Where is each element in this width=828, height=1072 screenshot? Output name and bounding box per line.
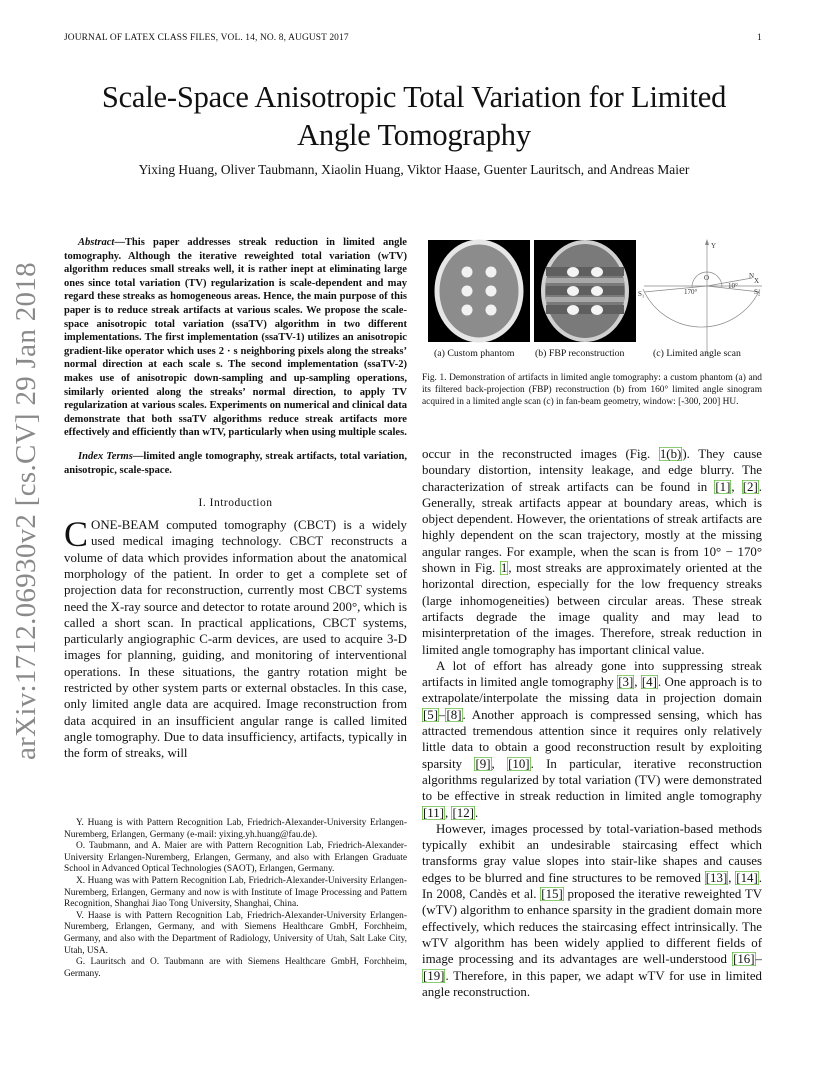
subcaption-a: (a) Custom phantom xyxy=(434,348,515,359)
footnote: G. Lauritsch and O. Taubmann are with Siemens Healthcare GmbH, Forchheim, Germany. xyxy=(64,957,407,979)
citation-link[interactable]: [13] xyxy=(705,870,728,885)
citation-link[interactable]: [11] xyxy=(423,805,444,820)
author-list: Yixing Huang, Oliver Taubmann, Xiaolin Huang, Viktor Haase, Guenter Lauritsch, and Andreas Maier xyxy=(138,162,690,177)
citation-link[interactable]: [8] xyxy=(446,707,462,722)
index-terms-text: —limited angle tomography, streak artifacts, total variation, anisotropic, scale-space. xyxy=(64,450,408,476)
scan-diagram xyxy=(643,239,762,354)
ray-s1 xyxy=(644,286,707,292)
paragraph-streaks: occur in the reconstructed images (Fig. 1(b)). They cause boundary distortion, intensity leakage, and edge blurry. The characterization of streak artifacts can be found in [1], [2]. Generally, streak artifacts appear at boundary areas, which is object dependent. However, the orientations of streak artifacts are highly dependent on the scan trajectory, mostly at the missing angular ranges. For example, when the scan is from 10° − 170° shown in Fig. 1, most streaks are approximately oriented at the horizontal direction, especially for the low frequency streaks (large inhomogeneities) between circular areas. These streak artifacts degrade the image quality and may lead to misinterpretation of the images. Therefore, streak reduction in limited angle tomography has important clinical value. xyxy=(422,447,762,657)
footnote: O. Taubmann, and A. Maier are with Pattern Recognition Lab, Friedrich-Alexander-University Erlangen-Nuremberg, Erlangen, Germany, and also with Erlangen Graduate School in Advanced Optical Technologies (SAOT), Erlangen, Germany. xyxy=(64,841,407,875)
label-x: X xyxy=(754,277,760,285)
running-head: JOURNAL OF LATEX CLASS FILES, VOL. 14, NO. 8, AUGUST 2017 xyxy=(64,33,349,43)
citation-link[interactable]: [2] xyxy=(742,479,758,494)
citation-link[interactable]: [5] xyxy=(423,707,439,722)
figure-1-graphics xyxy=(422,234,762,374)
label-170: 170° xyxy=(684,288,698,296)
footnote: Y. Huang is with Pattern Recognition Lab, Friedrich-Alexander-University Erlangen-Nuremberg, Erlangen, Germany (e-mail: yixing.yh.huang@fau.de). xyxy=(64,818,407,840)
intro-paragraph xyxy=(64,514,407,761)
citation-link[interactable]: [4] xyxy=(641,675,657,690)
paragraph-approaches: A lot of effort has already gone into suppressing streak artifacts in limited angle tomography [3], [4]. One approach is to extrapolate/interpolate the missing data in projection domain [5]–[8]. Another approach is compressed sensing, which has attracted tremendous attention since it requires only relatively little data to obtain a good reconstruction result by exploiting sparsity [9], [10]. In particular, iterative reconstruction algorithms regularized by total variation (TV) were demonstrated to be effective in streak reduction in limited angle tomography [11], [12]. xyxy=(422,658,762,820)
page-number: 1 xyxy=(757,33,762,43)
scan-arc xyxy=(643,289,760,327)
right-column xyxy=(422,446,762,1000)
citation-link[interactable]: [9] xyxy=(475,756,491,771)
citation-link[interactable]: [14] xyxy=(736,870,758,885)
citation-link[interactable]: [16] xyxy=(733,952,755,967)
section-heading-introduction: I. Introduction xyxy=(198,497,273,510)
citation-link[interactable]: [12] xyxy=(452,805,474,820)
citation-link[interactable]: [1] xyxy=(715,479,731,494)
figure-ref-link[interactable]: 1(b) xyxy=(659,447,682,461)
abstract xyxy=(64,236,407,440)
figure-1-caption: Fig. 1. Demonstration of artifacts in limited angle tomography: a custom phantom (a) and its filtered back-projection (FBP) reconstruction (b) from 160° limited angle sinogram acquired in a limited angle scan (c) in fan-beam geometry, window: [-300, 200] HU. xyxy=(422,373,762,408)
citation-link[interactable]: [19] xyxy=(423,968,445,983)
citation-link[interactable]: [10] xyxy=(508,756,530,771)
figure-ref-link[interactable]: 1 xyxy=(500,561,508,576)
title-line-1: Scale-Space Anisotropic Total Variation for Limited xyxy=(101,80,727,114)
intro-text: computed tomography (CBCT) is a widely used medical imaging technology. CBCT reconstructs a volume of data which provides information about the anatomical morphology of the patient. In order to get a complete set of projection data for reconstruction, currently most CBCT systems need the X-ray source and detector to rotate around 200°, which is called a short scan. In practical applications, CBCT systems, particularly angiographic C-arm devices, are used to acquire 3-D images for planning, guiding, and monitoring of interventional operations. In these situations, the gantry rotation might be restricted by other system parts or external obstacles. In this case, only limited angle data are acquired. Image reconstruction from data acquired in an insufficient angular range is called limited angle tomography. Due to data insufficiency, artifacts, typically in the form of streaks, will xyxy=(64,518,407,761)
label-n: N xyxy=(749,272,755,280)
fbp-streaks xyxy=(546,267,624,314)
paragraph-wtv: However, images processed by total-variation-based methods typically exhibit an undesirable staircasing effect which transforms gray value slopes into stair-like shapes and causes edges to be blurred and fine structures to be removed [13], [14]. In 2008, Candès et al. [15] proposed the iterative reweighted TV (wTV) algorithm to enhance sparsity in the gradient domain more effectively, which reduces the staircasing effect intrinsically. The wTV algorithm has been widely applied to different fields of image processing and its advantages are well-understood [16]–[19]. Therefore, in this paper, we adapt wTV for use in limited angle reconstruction. xyxy=(422,821,762,999)
label-10: 10° xyxy=(728,282,738,290)
label-y: Y xyxy=(711,242,717,250)
phantom-body xyxy=(437,242,521,340)
left-column xyxy=(64,236,407,762)
paper-title xyxy=(40,78,788,154)
label-s2: S₂ xyxy=(754,288,761,296)
footnote: X. Huang was with Pattern Recognition Lab, Friedrich-Alexander-University Erlangen-Nuremberg, Erlangen, Germany and now is with Institute of Image Processing and Pattern Recognition, Shanghai Jiao Tong University, Shanghai, China. xyxy=(64,875,407,910)
drop-cap: C xyxy=(64,514,89,555)
first-word-rest: ONE-BEAM xyxy=(91,518,160,533)
citation-link[interactable]: [15] xyxy=(541,887,563,902)
subcaption-c: (c) Limited angle scan xyxy=(653,348,741,359)
label-s1: S₁ xyxy=(638,290,645,298)
title-line-2: Angle Tomography xyxy=(297,118,531,152)
arxiv-stamp: arXiv:1712.06930v2 [cs.CV] 29 Jan 2018 xyxy=(10,262,42,760)
abstract-text: —This paper addresses streak reduction in limited angle tomography. Although the iterative reweighted total variation (wTV) algorithm reduces small streaks well, it is rather inept at eliminating large ones since total variation (TV) regularization is scale-dependent and may regard these streaks as homogeneous areas. Hence, the main purpose of this paper is to reduce streak artifacts at various scales. We propose the scale-space anisotropic total variation (ssaTV) algorithm in two different implementations. The first implementation (ssaTV-1) utilizes an anisotropic gradient-like operator which uses 2 · s neighboring pixels along the streaks’ normal direction at each scale s. The second implementation (ssaTV-2) makes use of anisotropic down-sampling and up-sampling operations, similarly oriented along the streaks’ normal direction, to apply TV regularization at various scales. Experiments on numerical and clinical data demonstrate that both ssaTV algorithms reduce streak artifacts more effectively and efficiently than wTV, particularly when using multiple scales. xyxy=(64,237,407,439)
citation-link[interactable]: [3] xyxy=(618,675,634,690)
y-arrow xyxy=(705,239,709,245)
index-terms xyxy=(64,450,407,477)
label-o: O xyxy=(704,274,710,282)
subcaption-b: (b) FBP reconstruction xyxy=(535,348,625,359)
index-terms-label: Index Terms xyxy=(78,450,133,462)
footnotes xyxy=(64,818,407,980)
footnote: V. Haase is with Pattern Recognition Lab, Friedrich-Alexander-University Erlangen-Nuremberg, Erlangen, Germany, and with Siemens Healthcare GmbH, Forchheim, Germany, and also with the Department of Radiology, University of Utah, Salt Lake City, Utah, USA. xyxy=(64,910,407,956)
abstract-label: Abstract xyxy=(78,237,115,248)
